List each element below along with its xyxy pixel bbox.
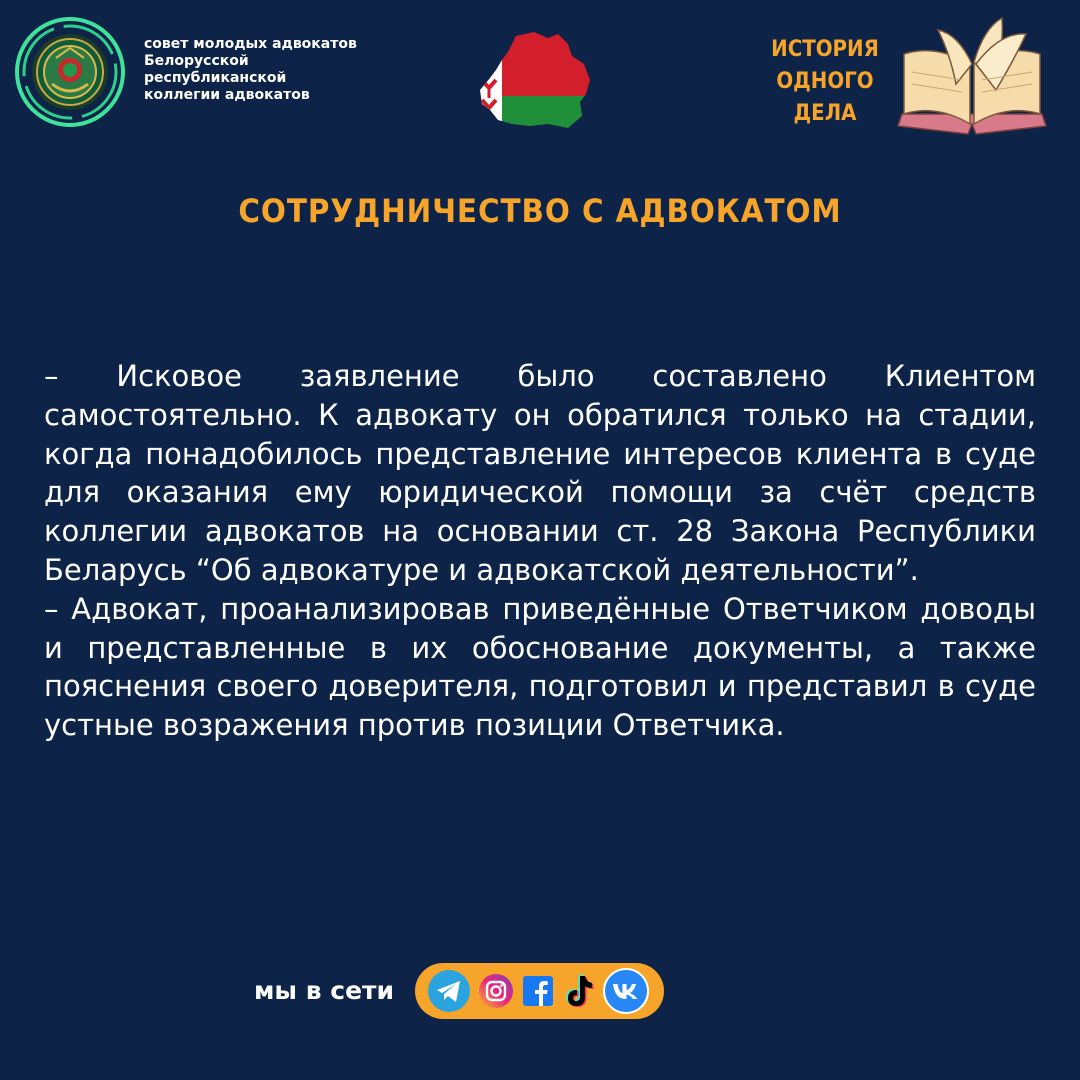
page-title: СОТРУДНИЧЕСТВО С АДВОКАТОМ [238, 192, 842, 230]
instagram-icon[interactable] [478, 973, 514, 1013]
org-name-line: Белорусской [144, 53, 249, 69]
tiktok-icon[interactable] [559, 972, 595, 1014]
facebook-icon[interactable] [523, 976, 553, 1010]
social-label: мы в сети [254, 976, 395, 1005]
org-name-line: коллегии адвокатов [144, 87, 310, 103]
series-title-line: ОДНОГО [776, 69, 874, 94]
article-paragraph: – Исковое заявление было составлено Клиентом самостоятельно. К адвокату он обратился только на стадии, когда понадобилось представление интересов клиента в суде для оказания ему юридической помощи за счёт средств коллегии адвокатов на основании ст. 28 Закона Республики Беларусь “Об адвокатуре и адвокатской деятельности”. [44, 359, 1036, 587]
series-title-line: ДЕЛА [793, 101, 857, 126]
org-name-line: совет молодых адвокатов [144, 36, 357, 52]
article-body [44, 357, 1036, 745]
series-title-line: ИСТОРИЯ [771, 37, 879, 62]
telegram-icon[interactable] [427, 969, 471, 1017]
social-links-bar [415, 963, 664, 1019]
vk-icon[interactable] [603, 968, 649, 1018]
organization-name [144, 36, 404, 104]
org-name-line: республиканской [144, 70, 287, 86]
series-title [760, 34, 890, 130]
council-emblem-icon [12, 14, 128, 130]
open-book-icon [892, 14, 1052, 136]
belarus-flag-map-icon [476, 30, 596, 130]
article-paragraph: – Адвокат, проанализировав приведённые Ответчиком доводы и представленные в их обоснование документы, а также пояснения своего доверителя, подготовил и представил в суде устные возражения против позиции Ответчика. [44, 591, 1036, 743]
